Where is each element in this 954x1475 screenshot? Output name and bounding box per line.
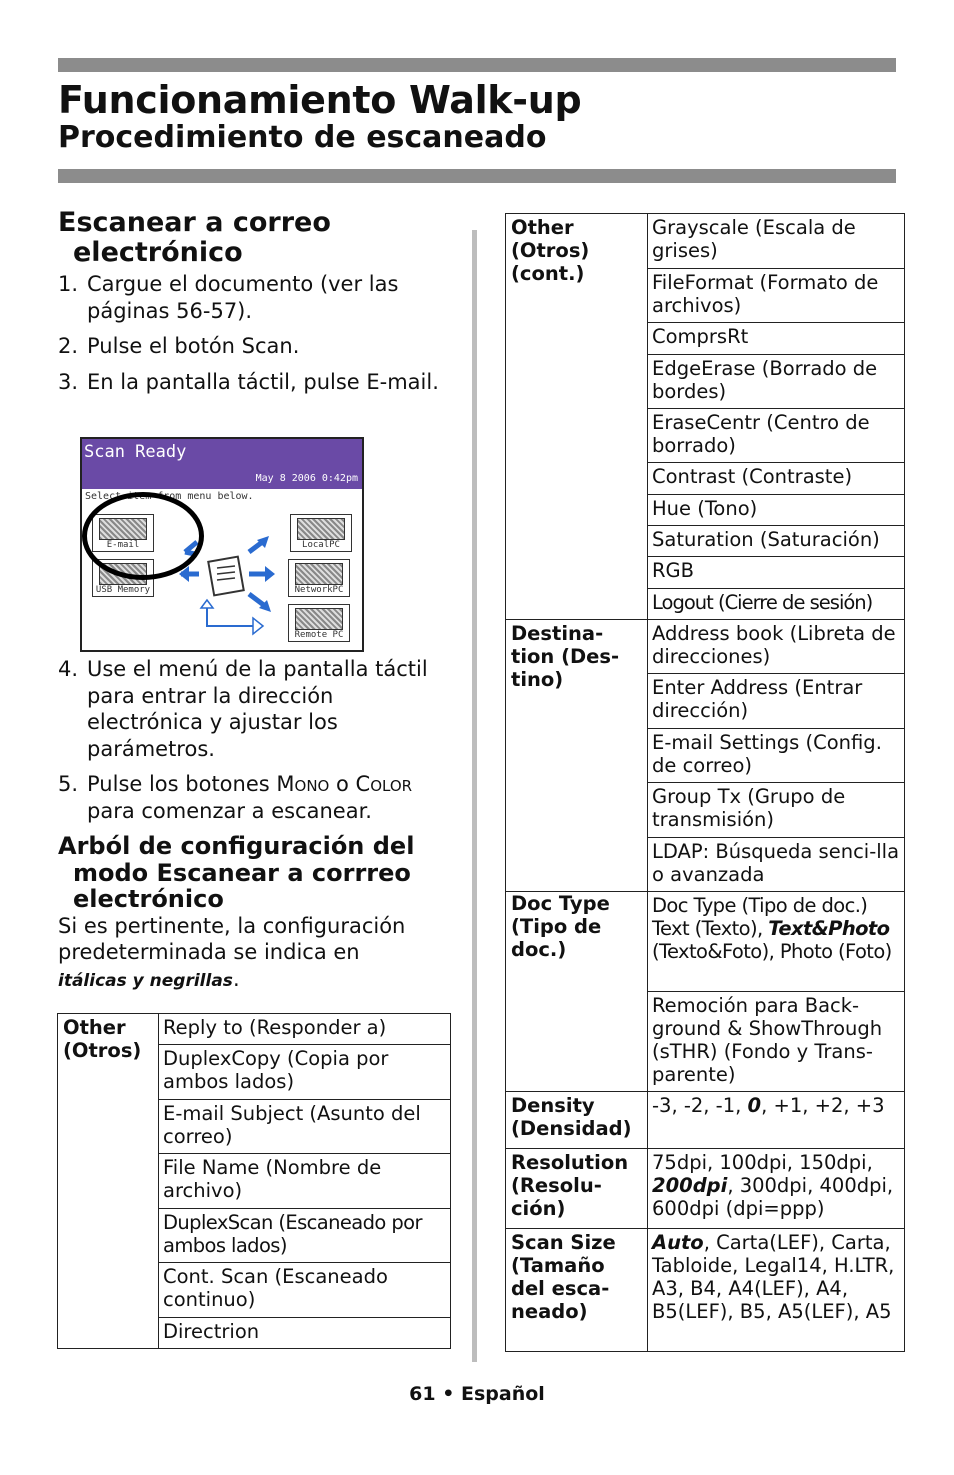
screen-networkpc-button: [288, 559, 350, 597]
header-rule-top: [58, 58, 896, 72]
section-heading-line: electrónico: [73, 885, 224, 913]
config-table-other: [57, 1013, 451, 1349]
table-cell: Logout (Cierre de sesión): [648, 589, 905, 620]
table-group-label: Destina-tion (Des-tino): [506, 620, 648, 892]
table-group-label: Resolution (Resolu-ción): [506, 1149, 648, 1229]
table-cell: Reply to (Responder a): [159, 1014, 451, 1045]
screen-button-label: E-mail: [106, 540, 140, 550]
page-title: Funcionamiento Walk-up: [58, 78, 582, 122]
step-number: 1.: [58, 272, 79, 296]
color-button-name: Color: [355, 772, 413, 796]
table-cell: RGB: [648, 557, 905, 589]
language-label: Español: [461, 1383, 545, 1405]
step-text: Use el menú de la pantalla táctil para entrar la dirección electrónica y ajustar los parámetros.: [87, 657, 428, 761]
table-cell: LDAP: Búsqueda senci-lla o avanzada: [648, 838, 905, 892]
folder-icon: [297, 518, 345, 540]
step-number: 5.: [58, 772, 79, 796]
section-heading-line: Escanear a correo: [58, 207, 331, 238]
table-cell: Group Tx (Grupo de transmisión): [648, 783, 905, 838]
intro-text: Si es pertinente, la configuración predeterminada se indica en: [58, 913, 406, 964]
screen-button-label: USB Memory: [95, 585, 151, 595]
screen-button-label: NetworkPC: [294, 585, 344, 595]
remote-pc-icon: [295, 608, 343, 630]
table-cell: E-mail Settings (Config. de correo): [648, 729, 905, 783]
density-default: 0: [747, 1094, 762, 1117]
left-column: [58, 208, 453, 404]
config-intro: [58, 913, 453, 995]
step-text: o: [329, 772, 356, 796]
intro-emphasis: itálicas y negrillas: [58, 970, 233, 991]
table-cell: DuplexCopy (Copia por ambos lados): [159, 1045, 451, 1100]
page-subtitle: Procedimiento de escaneado: [58, 120, 547, 155]
bullet-separator: •: [442, 1383, 455, 1405]
scan-ready-screen-image: [80, 437, 364, 652]
doctype-label: Doc Type (Tipo de doc.): [511, 892, 610, 961]
table-cell: Contrast (Contraste): [648, 463, 905, 495]
intro-end: .: [232, 966, 240, 991]
screen-prompt: Select item from menu below.: [85, 491, 254, 502]
section-heading-line: modo Escanear a corrreo: [73, 858, 411, 887]
page-number: 61: [409, 1383, 436, 1405]
table-cell: Enter Address (Entrar dirección): [648, 674, 905, 729]
step-text: En la pantalla táctil, pulse E-mail.: [87, 369, 439, 394]
header-rule-bottom: [58, 169, 896, 183]
table-cell: [648, 1092, 905, 1149]
section-heading-line: Arból de configuración del: [58, 832, 415, 860]
table-cell: File Name (Nombre de archivo): [159, 1154, 451, 1209]
table-cell: Cont. Scan (Escaneado continuo): [159, 1263, 451, 1318]
doctype-default: Text&Photo: [768, 917, 890, 940]
table-cell: EdgeErase (Borrado de bordes): [648, 355, 905, 409]
step-number: 4.: [58, 657, 79, 681]
resolution-text: 75dpi, 100dpi, 150dpi,: [652, 1151, 873, 1174]
table-group-label: [506, 892, 648, 1092]
density-text: , +1, +2, +3: [761, 1094, 885, 1117]
table-cell: FileFormat (Formato de archivos): [648, 269, 905, 323]
table-cell: [648, 1229, 905, 1352]
screen-button-label: LocalPC: [302, 540, 340, 550]
table-cell: Grayscale (Escala de grises): [648, 214, 905, 269]
column-divider: [472, 230, 477, 1362]
section-heading-scan-to-email: [58, 208, 453, 268]
step-text: Cargue el documento (ver las páginas 56-57).: [87, 272, 399, 323]
step-text: Pulse los botones: [87, 772, 277, 796]
table-cell: DuplexScan (Escaneado por ambos lados): [159, 1209, 451, 1263]
doctype-text: (Texto&Foto), Photo (Foto): [652, 940, 892, 963]
steps-list: [58, 271, 453, 395]
table-cell: E-mail Subject (Asunto del correo): [159, 1100, 451, 1154]
table-cell: Saturation (Saturación): [648, 526, 905, 557]
screen-button-label: Remote PC: [294, 630, 344, 640]
resolution-text: , 300dpi, 400dpi, 600dpi (dpi=ppp): [652, 1174, 894, 1220]
resolution-default: 200dpi: [652, 1174, 728, 1197]
screen-localpc-button: [290, 514, 352, 552]
steps-list: [58, 656, 453, 824]
table-cell: Address book (Libreta de direcciones): [648, 620, 905, 674]
screen-title: Scan Ready: [84, 442, 187, 462]
table-cell: ComprsRt: [648, 323, 905, 355]
screen-remotepc-button: [288, 604, 350, 642]
page-footer: [0, 1382, 954, 1406]
scansize-text: , Carta(LEF), Carta, Tabloide, Legal14, H.LTR, A3, B4, A4(LEF), A4, B5(LEF), B5, A5(LEF), A5: [652, 1231, 895, 1323]
screen-date: May 8 2006 0:42pm: [255, 473, 358, 484]
table-cell: Remoción para Back-ground & ShowThrough (sTHR) (Fondo y Trans-parente): [648, 992, 905, 1092]
step-item: [58, 369, 453, 396]
table-group-label: Density (Densidad): [506, 1092, 648, 1149]
section-heading-line: electrónico: [73, 237, 243, 268]
step-item: [58, 333, 453, 360]
mono-button-name: Mono: [276, 772, 330, 796]
table-cell: EraseCentr (Centro de borrado): [648, 409, 905, 463]
network-folder-icon: [295, 563, 343, 585]
table-group-label: Scan Size (Tamaño del esca-neado): [506, 1229, 648, 1352]
step-text: Pulse el botón Scan.: [87, 334, 300, 358]
highlight-circle: [82, 492, 204, 580]
density-text: -3, -2, -1,: [652, 1094, 748, 1117]
table-cell: Directrion: [159, 1318, 451, 1349]
screen-header: [82, 439, 362, 489]
step-number: 2.: [58, 334, 79, 358]
config-table-continued: [505, 213, 905, 1352]
step-text: para comenzar a escanear.: [87, 798, 372, 823]
table-cell: Hue (Tono): [648, 495, 905, 526]
section-heading-config-tree: [58, 833, 453, 913]
step-item: [58, 656, 453, 762]
scansize-default: Auto: [652, 1231, 704, 1254]
table-group-label: Other (Otros): [58, 1014, 159, 1349]
step-item: [58, 271, 453, 324]
table-cell: [648, 1149, 905, 1229]
doctype-text: Doc Type (Tipo de doc.) Text (Texto),: [652, 894, 868, 940]
left-column-continued: [58, 656, 453, 994]
table-group-label: Other (Otros) (cont.): [506, 214, 648, 620]
table-cell: [648, 892, 905, 992]
step-number: 3.: [58, 369, 79, 394]
step-item: [58, 771, 453, 824]
